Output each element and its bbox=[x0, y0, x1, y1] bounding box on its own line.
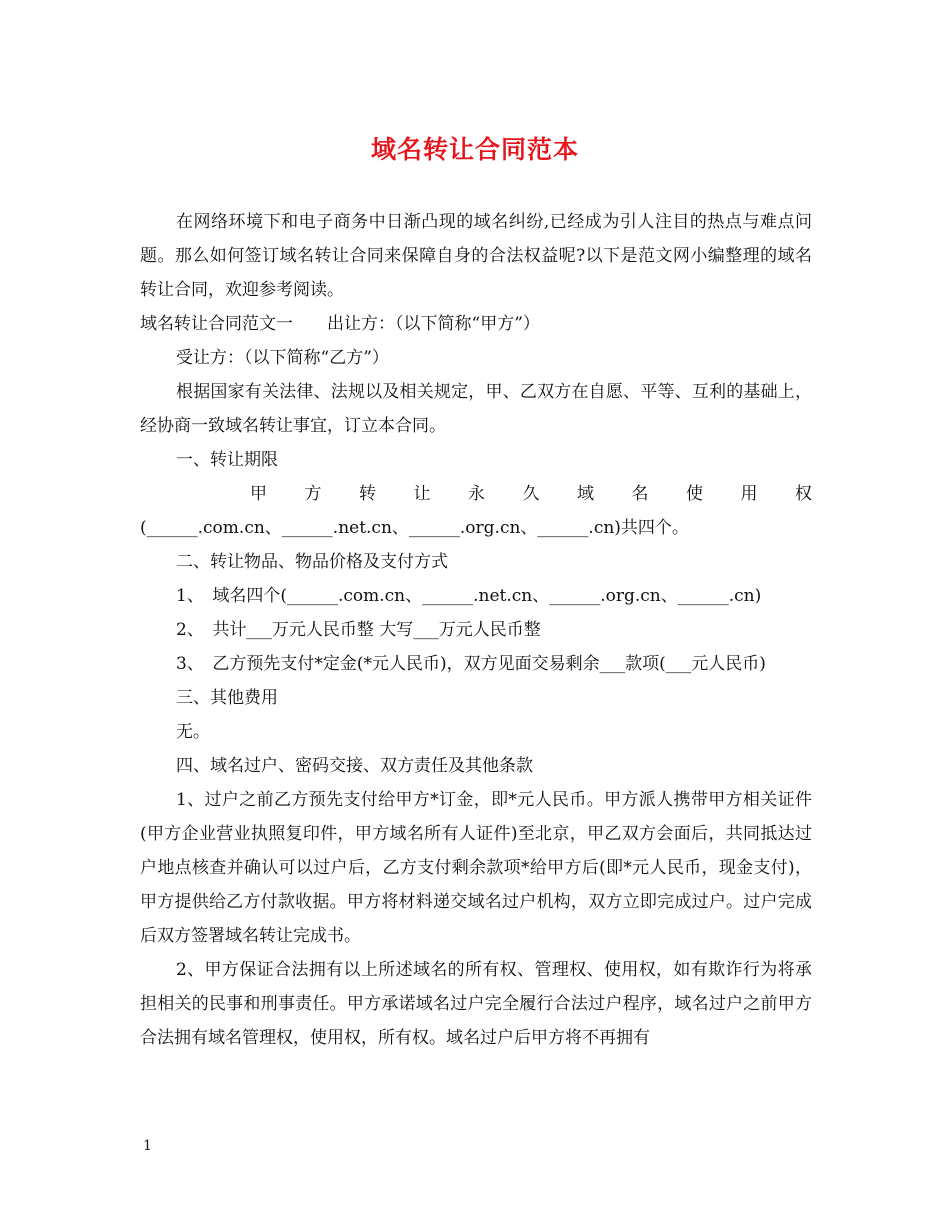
spread-char: 用 bbox=[740, 484, 758, 504]
page-number: 1 bbox=[143, 1138, 152, 1154]
section-2-heading: 二、转让物品、物品价格及支付方式 bbox=[176, 552, 448, 572]
basis-paragraph: 根据国家有关法律、法规以及相关规定，甲、乙双方在自愿、平等、互利的基础上，经协商一致域名转让事宜，订立本合同。 bbox=[140, 382, 812, 436]
document-title: 域名转让合同范本 bbox=[370, 135, 579, 164]
spread-char: 权 bbox=[795, 484, 812, 504]
clause-2-paragraph: 2、甲方保证合法拥有以上所述域名的所有权、管理权、使用权，如有欺诈行为将承担相关的民事和刑事责任。甲方承诺域名过户完全履行合法过户程序，域名过户之前甲方合法拥有域名管理权，使用权，所有权。域名过户后甲方将不再拥有 bbox=[140, 960, 812, 1048]
section-3-content: 无。 bbox=[176, 722, 210, 742]
clause-1-paragraph: 1、过户之前乙方预先支付给甲方*订金，即*元人民币。甲方派人携带甲方相关证件(甲方企业营业执照复印件，甲方域名所有人证件)至北京，甲乙双方会面后，共同抵达过户地点核查并确认可以过户后，乙方支付剩余款项*给甲方后(即*元人民币，现金支付)，甲方提供给乙方付款收据。甲方将材料递交域名过户机构，双方立即完成过户。过户完成后双方签署域名转让完成书。 bbox=[140, 790, 812, 946]
item-2-line: 2、 共计___万元人民币整 大写___万元人民币整 bbox=[176, 620, 541, 640]
contract-parties-line: 域名转让合同范文一 出让方：（以下简称“甲方”） bbox=[140, 314, 540, 334]
spread-char: 域 bbox=[577, 484, 594, 504]
item-3-line: 3、 乙方预先支付*定金(*元人民币)，双方见面交易剩余___款项(___元人民币) bbox=[176, 654, 766, 674]
spread-char: 名 bbox=[631, 484, 649, 504]
spread-char: 甲 bbox=[250, 484, 267, 504]
spread-char: 让 bbox=[413, 484, 431, 504]
spread-char: 转 bbox=[359, 484, 376, 504]
transfer-rights-line bbox=[140, 477, 812, 511]
spread-char: 永 bbox=[468, 484, 485, 504]
spread-char: 方 bbox=[304, 484, 322, 504]
transferee-line: 受让方：（以下简称“乙方”） bbox=[176, 348, 389, 368]
item-1-line: 1、 域名四个(______.com.cn、______.net.cn、______.org.cn、______.cn) bbox=[176, 586, 762, 606]
section-4-heading: 四、域名过户、密码交接、双方责任及其他条款 bbox=[176, 756, 533, 776]
spread-char: 久 bbox=[522, 484, 540, 504]
document-body bbox=[140, 205, 812, 1055]
intro-paragraph: 在网络环境下和电子商务中日渐凸现的域名纠纷,已经成为引人注目的热点与难点问题。那么如何签订域名转让合同来保障自身的合法权益呢?以下是范文网小编整理的域名转让合同，欢迎参考阅读。 bbox=[140, 212, 812, 300]
spread-char: 使 bbox=[686, 484, 703, 504]
domain-list-line: (______.com.cn、______.net.cn、______.org.cn、______.cn)共四个。 bbox=[140, 518, 689, 538]
section-1-heading: 一、转让期限 bbox=[176, 450, 278, 470]
section-3-heading: 三、其他费用 bbox=[176, 688, 278, 708]
